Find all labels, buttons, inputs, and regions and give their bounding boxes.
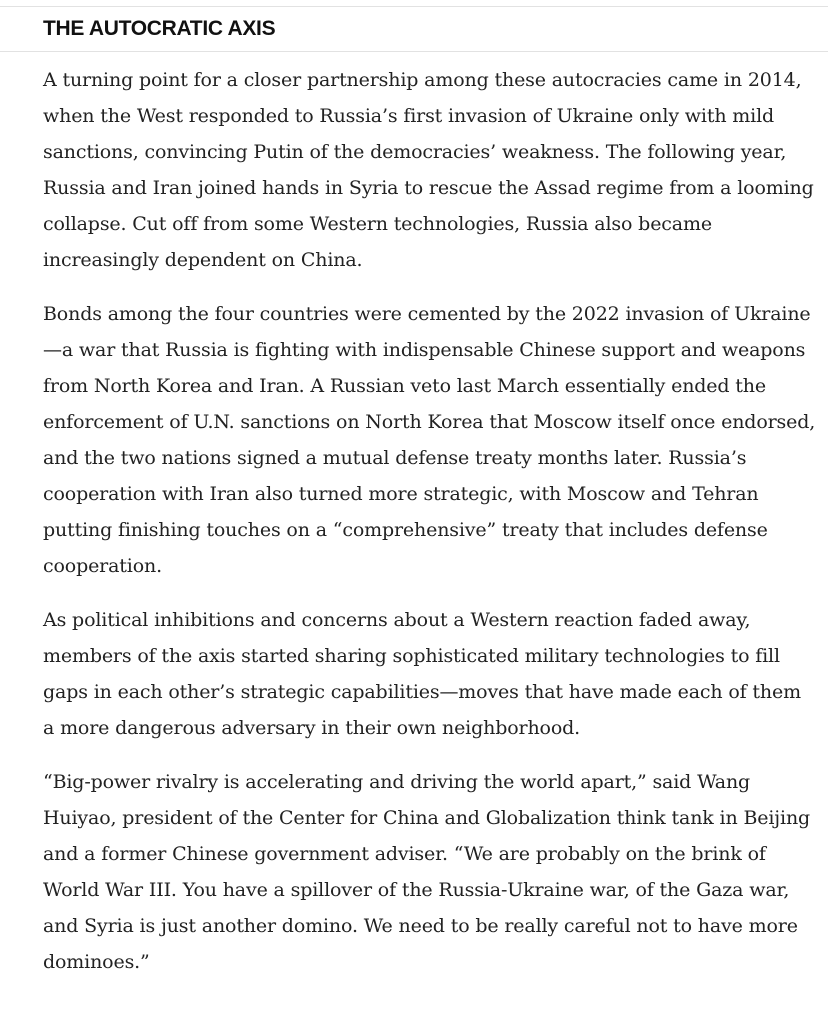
section-title: THE AUTOCRATIC AXIS xyxy=(43,17,276,40)
article-paragraph: “Big-power rivalry is accelerating and driving the world apart,” said Wang Huiyao, president of the Center for China and Globalization think tank in Beijing and a former Chinese government adviser. “We are probably on the brink of World War III. You have a spillover of the Russia-Ukraine war, of the Gaza war, and Syria is just another domino. We need to be really careful not to have more dominoes.” xyxy=(43,771,811,973)
article-paragraph: Bonds among the four countries were cemented by the 2022 invasion of Ukraine—a war that Russia is fighting with indispensable Chinese support and weapons from North Korea and Iran. A Russian veto last March essentially ended the enforcement of U.N. sanctions on North Korea that Moscow itself once endorsed, and the two nations signed a mutual defense treaty months later. Russia’s cooperation with Iran also turned more strategic, with Moscow and Tehran putting finishing touches on a “comprehensive” treaty that includes defense cooperation. xyxy=(43,303,816,577)
article-paragraph: As political inhibitions and concerns about a Western reaction faded away, members of the axis started sharing sophisticated military technologies to fill gaps in each other’s strategic capabilities—moves that have made each of them a more dangerous adversary in their own neighborhood. xyxy=(43,609,801,739)
section-header xyxy=(0,7,828,52)
article-body xyxy=(43,62,818,998)
article-paragraph: A turning point for a closer partnership among these autocracies came in 2014, when the West responded to Russia’s first invasion of Ukraine only with mild sanctions, convincing Putin of the democracies’ weakness. The following year, Russia and Iran joined hands in Syria to rescue the Assad regime from a looming collapse. Cut off from some Western technologies, Russia also became increasingly dependent on China. xyxy=(43,69,814,271)
